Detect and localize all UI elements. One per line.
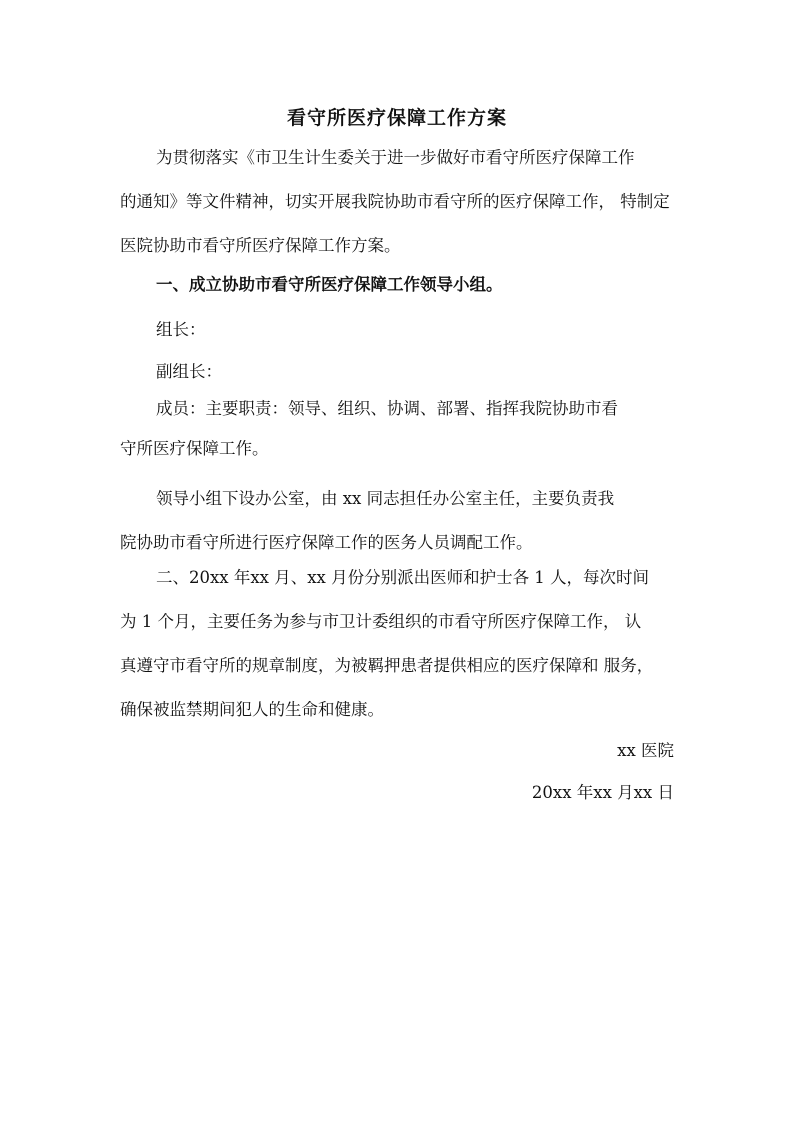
deputy-paragraph <box>120 350 688 394</box>
section2-paragraph <box>120 556 688 732</box>
leader-paragraph <box>120 308 688 352</box>
document-title: 看守所医疗保障工作方案 <box>286 107 507 129</box>
members-paragraph <box>120 389 688 469</box>
paragraph-line: 确保被监禁期间犯人的生命和健康。 <box>120 700 384 719</box>
paragraph-line: 守所医疗保障工作。 <box>120 439 269 458</box>
paragraph-line: 成员：主要职责：领导、组织、协调、部署、指挥我院协助市看 <box>156 399 618 418</box>
section-heading-text: 一、成立协助市看守所医疗保障工作领导小组。 <box>156 275 503 294</box>
intro-paragraph <box>120 136 688 268</box>
paragraph-line: 领导小组下设办公室，由 xx 同志担任办公室主任，主要负责我 <box>156 489 615 508</box>
paragraph-line: 为 1 个月，主要任务为参与市卫计委组织的市看守所医疗保障工作， 认 <box>120 612 642 631</box>
office-paragraph <box>120 477 688 565</box>
paragraph-line: 为贯彻落实《市卫生计生委关于进一步做好市看守所医疗保障工作 <box>156 148 635 167</box>
paragraph-line: 医院协助市看守所医疗保障工作方案。 <box>120 236 401 255</box>
paragraph-line: 真遵守市看守所的规章制度，为被羁押患者提供相应的医疗保障和 服务， <box>120 656 654 675</box>
signature-date: 20xx 年xx 月xx 日 <box>531 783 674 802</box>
signature-organization: xx 医院 <box>617 741 674 760</box>
leader-label: 组长： <box>156 320 206 339</box>
paragraph-line: 的通知》等文件精神，切实开展我院协助市看守所的医疗保障工作， 特制定 <box>120 192 670 211</box>
deputy-leader-label: 副组长： <box>156 362 222 381</box>
section-heading <box>120 263 688 307</box>
paragraph-line: 二、20xx 年xx 月、xx 月份分别派出医师和护士各 1 人，每次时间 <box>156 568 650 587</box>
paragraph-line: 院协助市看守所进行医疗保障工作的医务人员调配工作。 <box>120 533 533 552</box>
